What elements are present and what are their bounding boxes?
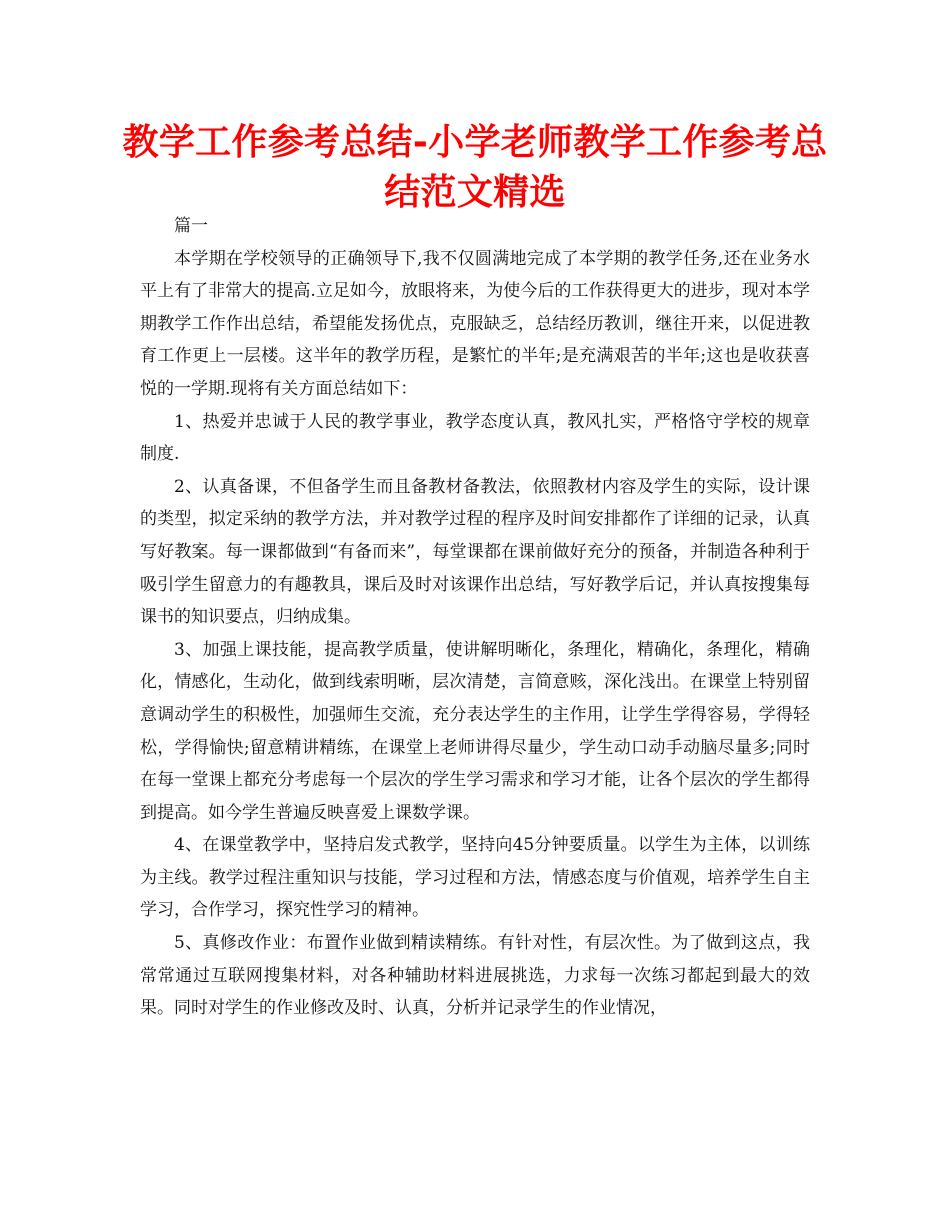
paragraph-item-5: 5、真修改作业：布置作业做到精读精练。有针对性，有层次性。为了做到这点，我常常通过互联网搜集材料，对各种辅助材料进展挑选，力求每一次练习都起到最大的效果。同时对学生的作业修改及时、认真，分析并记录学生的作业情况，: [140, 933, 810, 1019]
paragraph-item-1: 1、热爱并忠诚于人民的教学事业，教学态度认真，教风扎实，严格恪守学校的规章制度.: [140, 411, 810, 465]
document-title: 教学工作参考总结-小学老师教学工作参考总结范文精选: [122, 122, 828, 213]
paragraph-item-4: 4、在课堂教学中，坚持启发式教学，坚持向45分钟要质量。以学生为主体，以训练为主线。教学过程注重知识与技能，学习过程和方法，情感态度与价值观，培养学生自主学习，合作学习，探究性学习的精神。: [140, 835, 810, 921]
paragraph-item-2: 2、认真备课，不但备学生而且备教材备教法，依照教材内容及学生的实际，设计课的类型，拟定采纳的教学方法，并对教学过程的程序及时间安排都作了详细的记录，认真写好教案。每一课都做到“有备而来”，每堂课都在课前做好充分的预备，并制造各种利于吸引学生留意力的有趣教具，课后及时对该课作出总结，写好教学后记，并认真按搜集每课书的知识要点，归纳成集。: [140, 476, 810, 628]
paragraph-intro: 本学期在学校领导的正确领导下,我不仅圆满地完成了本学期的教学任务,还在业务水平上有了非常大的提高.立足如今，放眼将来，为使今后的工作获得更大的进步，现对本学期教学工作作出总结，希望能发扬优点，克服缺乏，总结经历教训，继往开来，以促进教育工作更上一层楼。这半年的教学历程，是繁忙的半年;是充满艰苦的半年;这也是收获喜悦的一学期.现将有关方面总结如下：: [140, 248, 810, 399]
document-body: [140, 210, 810, 1025]
section-label: 篇一: [174, 216, 208, 236]
paragraph-item-3: 3、加强上课技能，提高教学质量，使讲解明晰化，条理化，精确化，条理化，精确化，情感化，生动化，做到线索明晰，层次清楚，言简意赅，深化浅出。在课堂上特别留意调动学生的积极性，加强师生交流，充分表达学生的主作用，让学生学得容易，学得轻松，学得愉快;留意精讲精练，在课堂上老师讲得尽量少，学生动口动手动脑尽量多;同时在每一堂课上都充分考虑每一个层次的学生学习需求和学习才能，让各个层次的学生都得到提高。如今学生普遍反映喜爱上课数学课。: [140, 639, 810, 823]
